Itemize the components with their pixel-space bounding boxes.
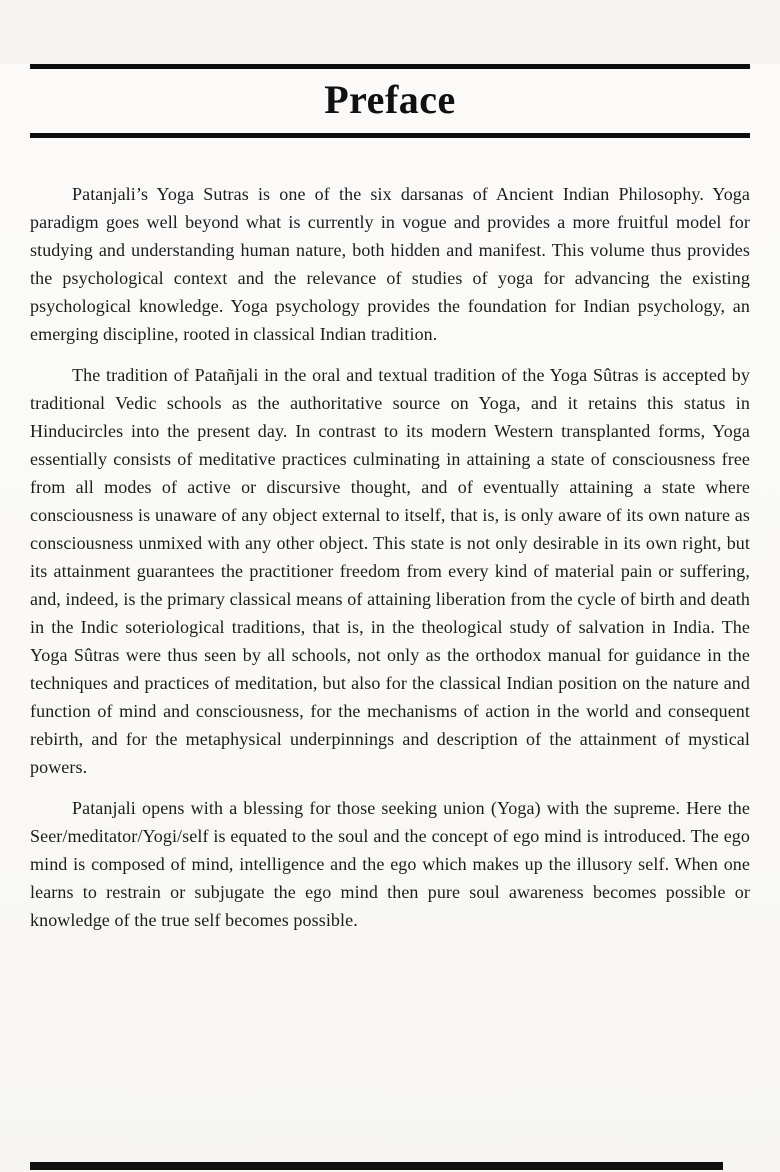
paragraph: The tradition of Patañjali in the oral and textual tradition of the Yoga Sûtras is accepted by traditional Vedic schools as the authoritative source on Yoga, and it retains this status in Hinducircles into the present day. In contrast to its modern Western transplanted forms, Yoga essentially consists of meditative practices culminating in attaining a state of consciousness free from all modes of active or discursive thought, and of eventually attaining a state where consciousness is unaware of any object external to itself, that is, is only aware of its own nature as consciousness unmixed with any other object. This state is not only desirable in its own right, but its attainment guarantees the practitioner freedom from every kind of material pain or suffering, and, indeed, is the primary classical means of attaining liberation from the cycle of birth and death in the Indic soteriological traditions, that is, in the theological study of salvation in India. The Yoga Sûtras were thus seen by all schools, not only as the orthodox manual for guidance in the techniques and practices of meditation, but also for the classical Indian position on the nature and function of mind and consciousness, for the mechanisms of action in the world and consequent rebirth, and for the metaphysical underpinnings and description of the attainment of mystical powers.	[30, 365, 750, 777]
title-rule-top	[30, 64, 750, 69]
page-bottom-scan-edge	[30, 1162, 723, 1170]
page-title: Preface	[324, 77, 456, 122]
paragraph: Patanjali’s Yoga Sutras is one of the six darsanas of Ancient Indian Philosophy. Yoga paradigm goes well beyond what is currently in vogue and provides a more fruitful model for studying and understanding human nature, both hidden and manifest. This volume thus provides the psychological context and the relevance of studies of yoga for advancing the existing psychological knowledge. Yoga psychology provides the foundation for Indian psychology, an emerging discipline, rooted in classical Indian tradition.	[30, 184, 750, 344]
preface-body	[30, 138, 750, 934]
paragraph: Patanjali opens with a blessing for those seeking union (Yoga) with the supreme. Here the Seer/meditator/Yogi/self is equated to the soul and the concept of ego mind is introduced. The ego mind is composed of mind, intelligence and the ego which makes up the illusory self. When one learns to restrain or subjugate the ego mind then pure soul awareness becomes possible or knowledge of the true self becomes possible.	[30, 798, 750, 930]
book-page	[0, 64, 780, 1172]
